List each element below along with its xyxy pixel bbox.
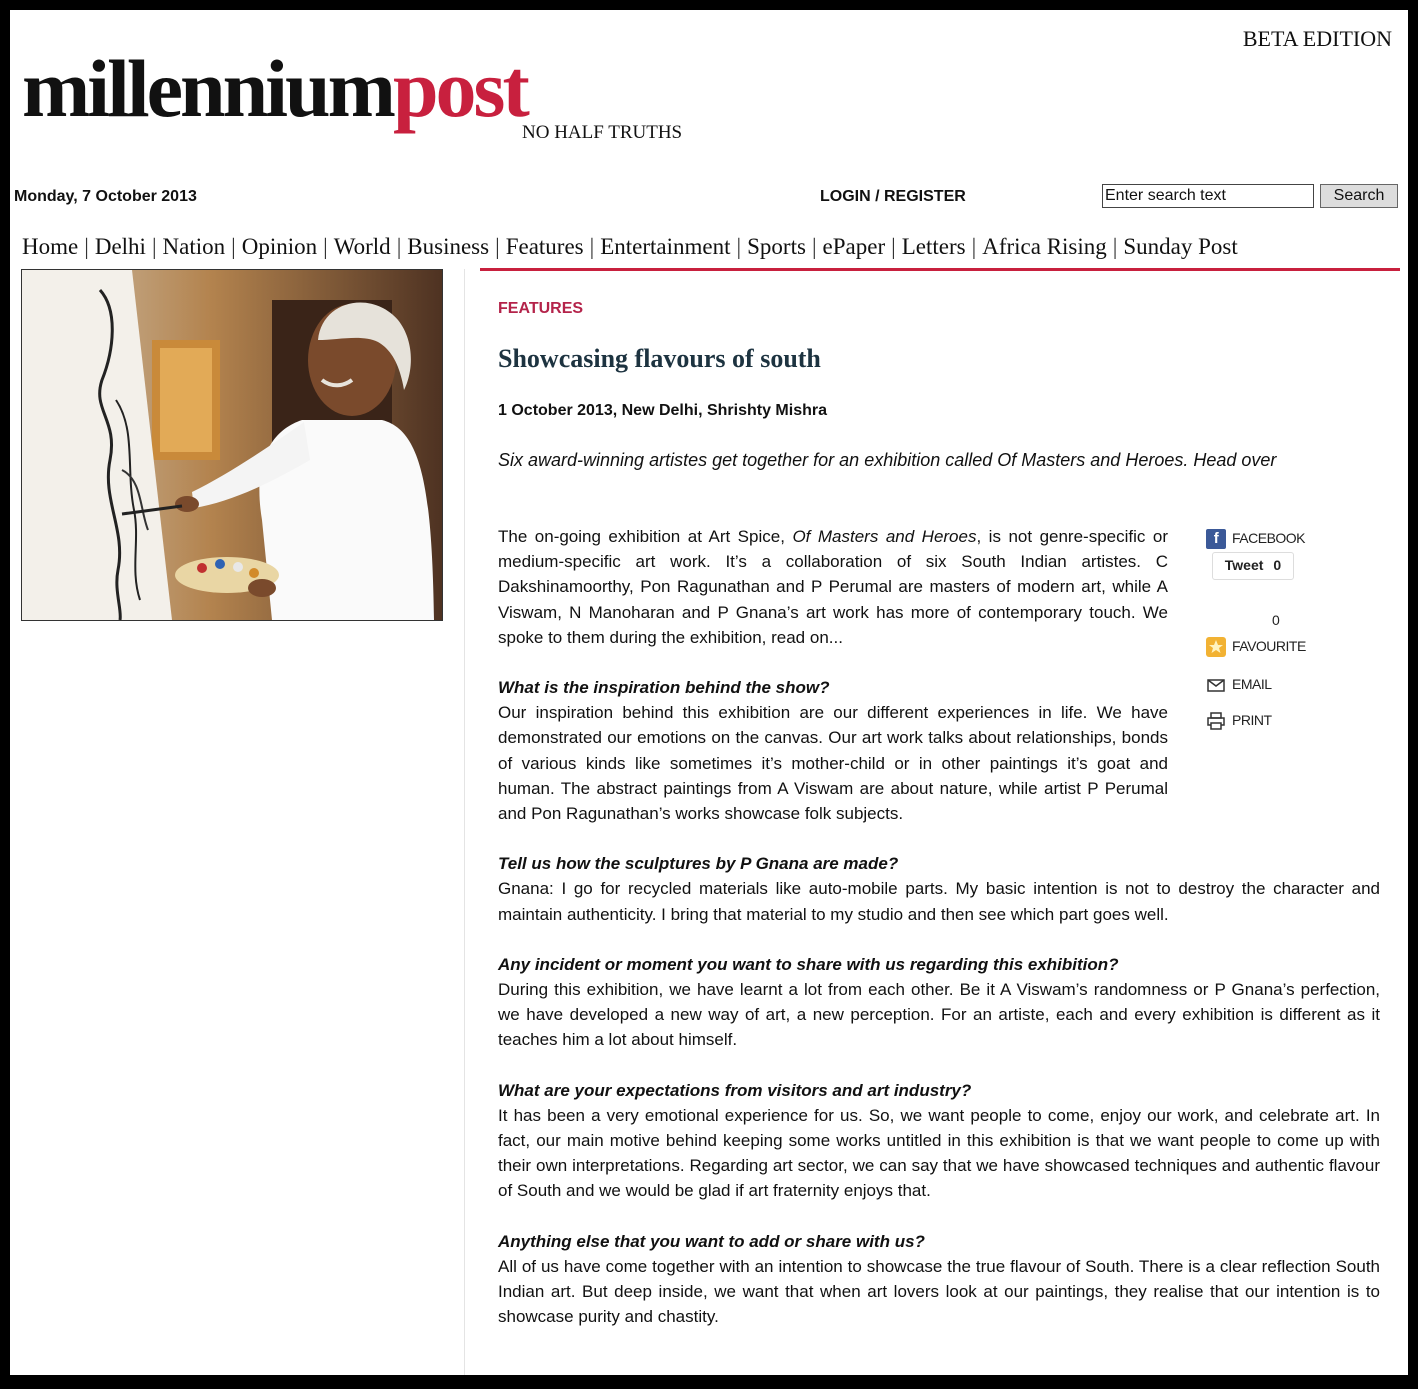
nav-item-entertainment[interactable]: Entertainment <box>600 234 731 259</box>
facebook-label: FACEBOOK <box>1232 530 1306 546</box>
logo-main-text: millennium <box>22 43 393 134</box>
nav-item-africa-rising[interactable]: Africa Rising <box>982 234 1107 259</box>
email-icon <box>1206 675 1226 695</box>
qa-item <box>498 851 1380 927</box>
share-email[interactable] <box>1206 672 1272 697</box>
article-photo <box>21 269 443 621</box>
nav-item-home[interactable]: Home <box>22 234 79 259</box>
column-divider <box>464 269 465 1375</box>
nav-divider <box>480 268 1400 271</box>
print-label: PRINT <box>1232 712 1272 728</box>
site-tagline: NO HALF TRUTHS <box>522 122 683 143</box>
article-intro: The on-going exhibition at Art Spice, Of Masters and Heroes, is not genre-specific or medium-specific art work. It’s a collaboration of six South Indian artistes. C Dakshinamoorthy, Pon Ragunathan and P Perumal are masters of modern art, while A Viswam, N Manoharan and P Gnana’s art work has more of contemporary touch. We spoke to them during the exhibition, read on... <box>498 527 1168 647</box>
article-standfirst: Six award-winning artistes get together for an exhibition called Of Masters and Heroes. Head over <box>498 450 1277 470</box>
article-headline: Showcasing flavours of south <box>498 344 821 373</box>
star-icon <box>1206 637 1226 657</box>
site-logo[interactable] <box>22 43 527 134</box>
login-register-link[interactable]: LOGIN / REGISTER <box>820 188 966 205</box>
qa-question: What are your expectations from visitors and art industry? <box>498 1080 972 1100</box>
qa-question: Tell us how the sculptures by P Gnana are made? <box>498 854 899 874</box>
main-nav: Home | Delhi | Nation | Opinion | World | Business | Features | Entertainment | Sports | ePaper | Letters | Africa Rising | Sunday Post <box>22 234 1238 259</box>
email-label: EMAIL <box>1232 676 1272 692</box>
qa-question: What is the inspiration behind the show? <box>498 678 830 698</box>
qa-answer: Gnana: I go for recycled materials like auto-mobile parts. My basic intention is not to destroy the character and maintain authenticity. I bring that material to my studio and then see which part goes well. <box>498 879 1380 924</box>
search-input[interactable] <box>1102 184 1314 208</box>
section-label[interactable]: FEATURES <box>498 300 584 317</box>
nav-item-opinion[interactable]: Opinion <box>241 234 318 259</box>
nav-item-nation[interactable]: Nation <box>162 234 226 259</box>
search-button[interactable]: Search <box>1320 184 1398 208</box>
page <box>10 10 1408 1375</box>
tweet-count: 0 <box>1273 557 1282 574</box>
nav-item-sunday-post[interactable]: Sunday Post <box>1123 234 1238 259</box>
nav-item-sports[interactable]: Sports <box>747 234 806 259</box>
qa-item <box>498 1078 1380 1204</box>
qa-answer: It has been a very emotional experience for us. So, we want people to come, enjoy our work, and celebrate art. In fact, our main motive behind keeping some works untitled in this exhibition is that we want people to come up with their own interpretations. Regarding art sector, we can say that we have showcased techniques and authentic flavour of South and we would be glad if art fraternity enjoys that. <box>498 1105 1380 1201</box>
nav-item-business[interactable]: Business <box>407 234 490 259</box>
qa-item <box>498 952 1380 1053</box>
favourite-label: FAVOURITE <box>1232 638 1306 654</box>
printer-icon <box>1206 711 1226 731</box>
facebook-icon: f <box>1206 529 1226 549</box>
nav-item-world[interactable]: World <box>333 234 391 259</box>
qa-answer: All of us have come together with an intention to showcase the true flavour of South. There is a clear reflection South Indian art. But deep inside, we want that when art lovers look at our paintings, they realise that our intention is to showcase purity and chastity. <box>498 1256 1380 1327</box>
nav-item-features[interactable]: Features <box>505 234 584 259</box>
share-panel <box>1188 516 1388 776</box>
nav-item-epaper[interactable]: ePaper <box>822 234 886 259</box>
current-date: Monday, 7 October 2013 <box>14 188 197 205</box>
qa-answer: Our inspiration behind this exhibition are our different experiences in life. We have demonstrated our emotions on the canvas. Our art work talks about relationships, bonds of various kinds like sometimes it’s mother-child or in other paintings it’s goat and human. The abstract paintings from A Viswam are about nature, while artist P Perumal and Pon Ragunathan’s works showcase folk subjects. <box>498 703 1168 824</box>
qa-question: Anything else that you want to add or share with us? <box>498 1231 925 1251</box>
nav-item-letters[interactable]: Letters <box>901 234 966 259</box>
article-body <box>498 524 1380 1354</box>
beta-edition-label: BETA EDITION <box>1242 26 1392 51</box>
tweet-label: Tweet <box>1224 557 1264 574</box>
favourite-count: 0 <box>1272 612 1280 628</box>
share-print[interactable] <box>1206 708 1272 733</box>
logo-accent-text: post <box>392 43 527 134</box>
share-facebook[interactable] <box>1206 526 1305 551</box>
qa-item <box>498 1229 1380 1330</box>
nav-item-delhi[interactable]: Delhi <box>94 234 146 259</box>
qa-question: Any incident or moment you want to share with us regarding this exhibition? <box>498 954 1119 974</box>
share-favourite[interactable] <box>1206 634 1306 659</box>
article-byline: 1 October 2013, New Delhi, Shrishty Mishra <box>498 402 827 419</box>
tweet-button[interactable] <box>1212 552 1294 580</box>
qa-answer: During this exhibition, we have learnt a lot from each other. Be it A Viswam’s randomness or P Gnana’s perfection, we have developed a new way of art, a new perception. For an artiste, each and every exhibition is different as it teaches him a lot about himself. <box>498 980 1380 1050</box>
